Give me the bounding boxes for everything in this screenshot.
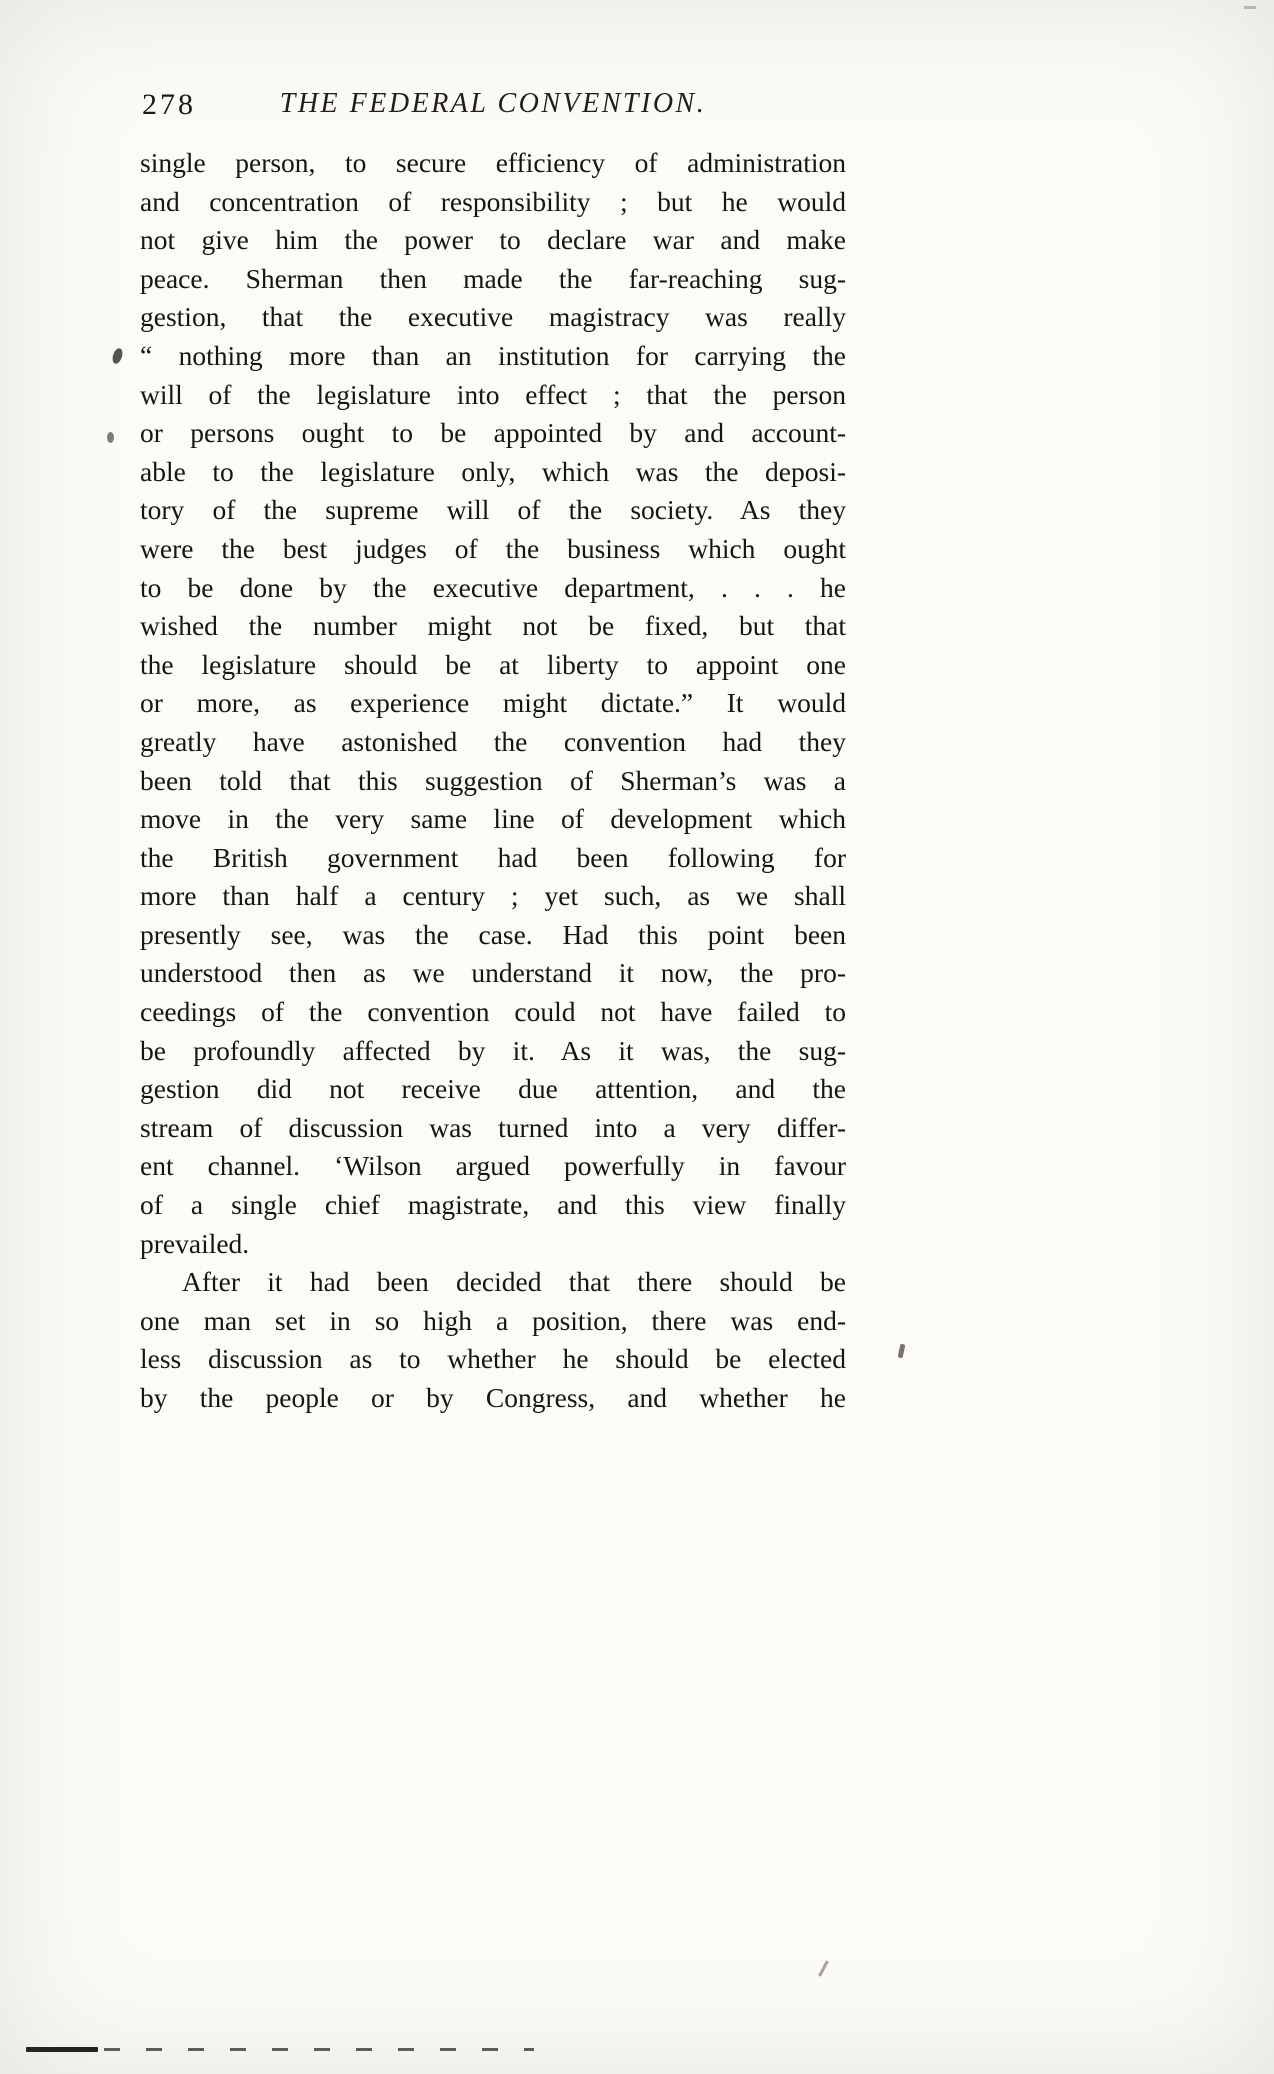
text-line: stream of discussion was turned into a very differ-: [140, 1111, 846, 1143]
paragraph: [140, 144, 846, 1263]
text-line: gestion did not receive due attention, and the: [140, 1073, 846, 1105]
scan-artifact-top-right-mark: [1244, 6, 1256, 9]
text-line: were the best judges of the business which ought: [140, 532, 846, 564]
text-line: single person, to secure efficiency of administration: [140, 147, 846, 178]
text-line: or persons ought to be appointed by and account-: [140, 417, 846, 449]
text-line: ceedings of the convention could not have failed to: [140, 996, 846, 1028]
page-header: [140, 86, 846, 130]
text-line: the British government had been following for: [140, 841, 846, 873]
text-line: will of the legislature into effect ; that the person: [140, 378, 846, 410]
scan-artifact-left-speck: [107, 432, 114, 443]
text-line: able to the legislature only, which was the deposi-: [140, 455, 846, 487]
scan-artifact-left-speck: [111, 347, 125, 365]
text-line: understood then as we understand it now, the pro-: [140, 957, 846, 989]
text-line: of a single chief magistrate, and this view finally: [140, 1189, 846, 1221]
text-line: peace. Sherman then made the far-reaching sug-: [140, 262, 846, 294]
text-line: move in the very same line of development which: [140, 803, 846, 835]
paragraph: [140, 1263, 846, 1417]
text-line: not give him the power to declare war and make: [140, 224, 846, 256]
text-line: the legislature should be at liberty to appoint one: [140, 648, 846, 680]
text-line: After it had been decided that there should be: [182, 1266, 846, 1298]
text-line: by the people or by Congress, and whether he: [140, 1382, 846, 1413]
text-line: been told that this suggestion of Sherman’s was a: [140, 764, 846, 796]
running-title: THE FEDERAL CONVENTION.: [279, 88, 707, 119]
text-line: gestion, that the executive magistracy was really: [140, 301, 846, 333]
text-line: tory of the supreme will of the society. As they: [140, 494, 846, 526]
text-line: ent channel. ‘Wilson argued powerfully in favour: [140, 1150, 846, 1182]
text-line: or more, as experience might dictate.” It would: [140, 687, 846, 719]
text-block: [140, 144, 846, 1418]
text-line: and concentration of responsibility ; but he would: [140, 185, 846, 217]
text-line: more than half a century ; yet such, as we shall: [140, 880, 846, 912]
text-line: be profoundly affected by it. As it was, the sug-: [140, 1034, 846, 1066]
scan-artifact-bottom-left-mark: [26, 2047, 98, 2052]
text-line: wished the number might not be fixed, but that: [140, 610, 846, 642]
text-line: to be done by the executive department, . . . he: [140, 571, 846, 603]
scan-artifact-bottom-edge-dashes: [104, 2048, 534, 2051]
text-column: [140, 86, 846, 1418]
page-number: 278: [142, 88, 196, 121]
scan-artifact-bottom-right-mark: [818, 1960, 829, 1976]
text-line: presently see, was the case. Had this point been: [140, 918, 846, 950]
text-line: prevailed.: [140, 1227, 250, 1259]
text-line: one man set in so high a position, there was end-: [140, 1304, 846, 1336]
text-line: less discussion as to whether he should be elected: [140, 1343, 846, 1375]
text-line: “ nothing more than an institution for carrying the: [140, 339, 846, 371]
text-line: greatly have astonished the convention had they: [140, 725, 846, 757]
scan-artifact-right-mark: [898, 1344, 906, 1359]
